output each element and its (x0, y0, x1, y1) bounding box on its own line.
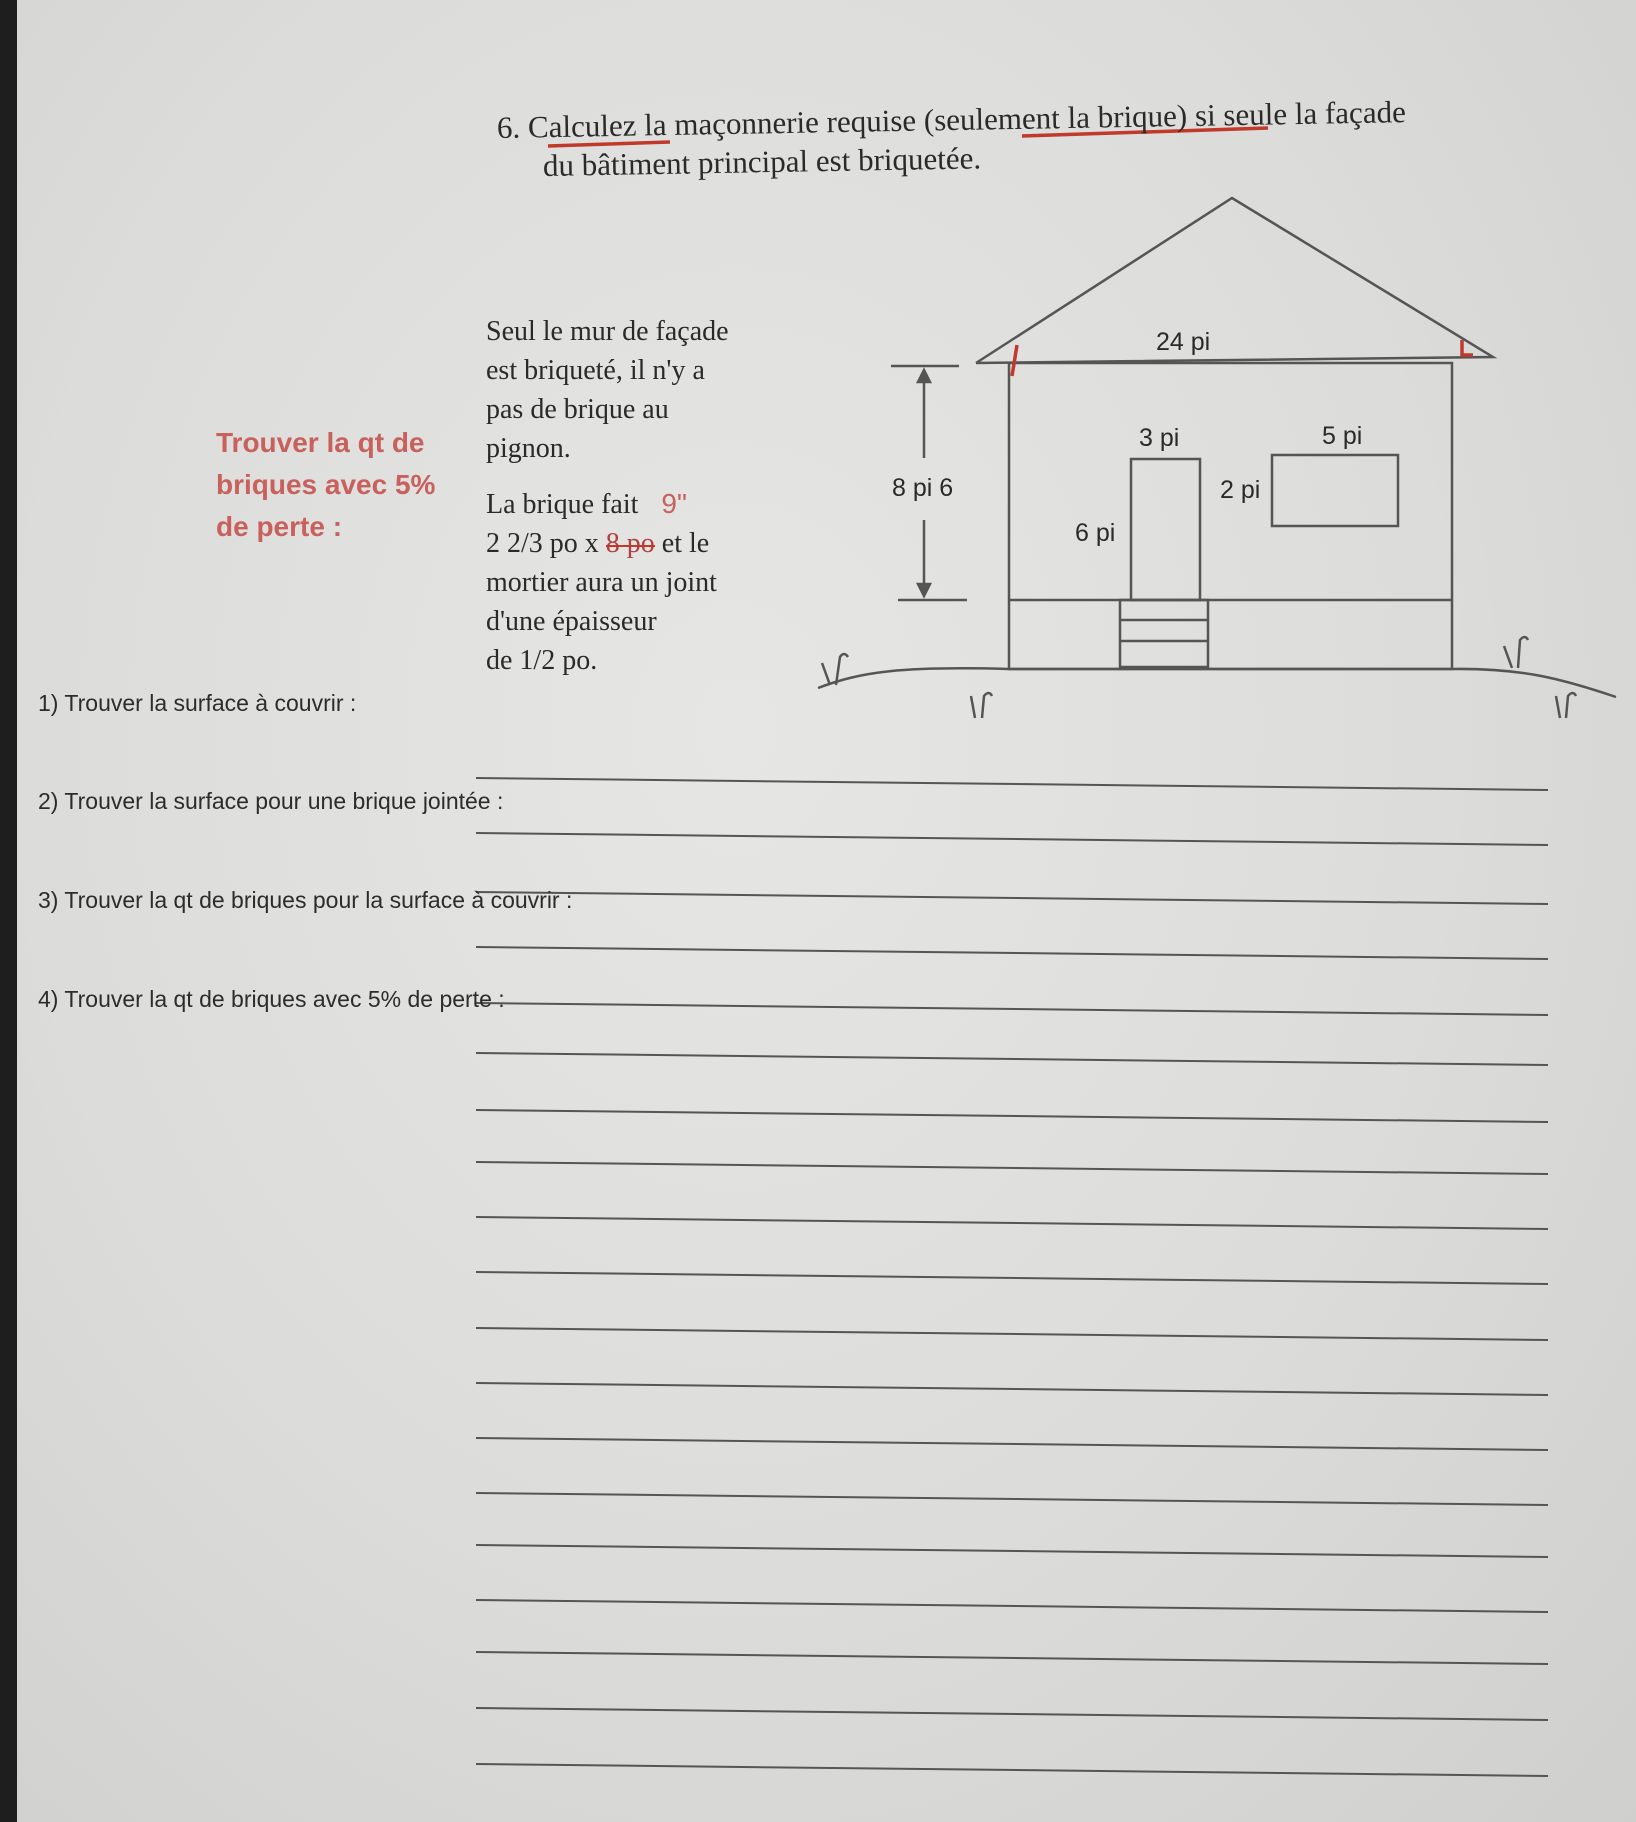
note-line: pignon. (486, 433, 571, 464)
note-line: de 1/2 po. (486, 645, 598, 676)
answer-line (476, 1600, 1548, 1612)
answer-line (476, 1272, 1548, 1284)
question-3: 3) Trouver la qt de briques pour la surface à couvrir : (38, 887, 573, 913)
height-label: 8 pi 6 (892, 474, 954, 502)
door (1131, 459, 1200, 600)
note-line: Seul le mur de façade (486, 316, 729, 347)
answer-line (476, 1545, 1548, 1557)
answer-line (476, 1383, 1548, 1395)
window-width-label: 5 pi (1322, 422, 1363, 450)
width-label: 24 pi (1156, 328, 1211, 356)
note-line: pas de brique au (486, 394, 669, 425)
door-width-label: 3 pi (1139, 424, 1180, 452)
grass (822, 637, 1576, 718)
brick-line: La brique fait 9" (486, 488, 687, 520)
problem-line-1: Calculez la maçonnerie requise (seulement la brique) si seule la façade (527, 94, 1407, 145)
handwritten-annotation: Trouver la qt de briques avec 5% de perte : (216, 427, 436, 542)
front-wall (1009, 363, 1452, 669)
note-line: d'une épaisseur (486, 606, 657, 637)
answer-line (476, 1110, 1548, 1122)
note-line: mortier aura un joint (486, 567, 717, 598)
answer-line (476, 892, 1548, 904)
note-line: est briqueté, il n'y a (486, 355, 705, 386)
answer-line (476, 1162, 1548, 1174)
answer-line (476, 1764, 1548, 1776)
answer-line (476, 1652, 1548, 1664)
door-height-label: 6 pi (1075, 519, 1116, 547)
answer-line (476, 1328, 1548, 1340)
answer-line (476, 1003, 1548, 1015)
question-2: 2) Trouver la surface pour une brique jointée : (38, 788, 504, 814)
brick-correction: 9" (661, 488, 687, 519)
answer-line (476, 1438, 1548, 1450)
problem-line-2: du bâtiment principal est briquetée. (542, 140, 982, 183)
answer-line (476, 833, 1548, 845)
problem-number: 6. (496, 109, 521, 145)
question-4: 4) Trouver la qt de briques avec 5% de perte : (38, 986, 505, 1012)
answer-line (476, 1217, 1548, 1229)
answer-line (476, 1708, 1548, 1720)
window-height-label: 2 pi (1220, 476, 1261, 504)
answer-line (476, 1053, 1548, 1065)
brick-size-line: 2 2/3 po x 8 po et le (486, 528, 710, 559)
answer-line (476, 1493, 1548, 1505)
answer-line (476, 778, 1548, 790)
answer-line (476, 947, 1548, 959)
window (1272, 455, 1398, 526)
ground-line (818, 668, 1616, 697)
note-block (486, 312, 729, 680)
steps (1120, 600, 1208, 667)
struck-value: 8 po (605, 528, 655, 559)
roof (976, 198, 1493, 363)
question-1: 1) Trouver la surface à couvrir : (38, 690, 357, 716)
house-diagram (818, 198, 1616, 718)
